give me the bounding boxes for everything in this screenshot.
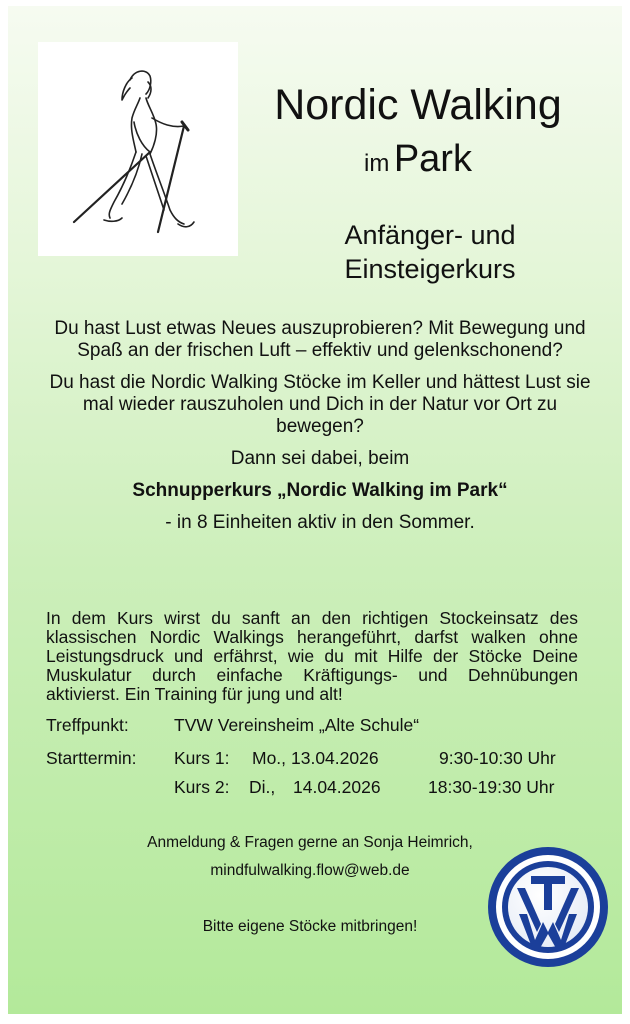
bring-poles-note: Bitte eigene Stöcke mitbringen! bbox=[202, 918, 418, 935]
course-2-name: Kurs 2: bbox=[174, 777, 230, 797]
course-1-time: 9:30-10:30 Uhr bbox=[439, 748, 556, 768]
start-date-label: Starttermin: bbox=[46, 748, 137, 768]
contact-email: mindfulwalking.flow@web.de bbox=[210, 862, 410, 879]
course-2-day: Di., bbox=[249, 777, 276, 797]
course-type-line2: Einsteigerkurs bbox=[344, 254, 516, 284]
poster-subtitle bbox=[248, 134, 588, 192]
subtitle-prefix: im bbox=[364, 150, 390, 177]
intro-text bbox=[40, 318, 600, 534]
course-description: In dem Kurs wirst du sanft an den richtigen Stockeinsatz des klassischen Nordic Walkings herangeführt, darfst walken ohne Leistungsdruck und erfährst, wie du mit Hilfe der Stöcke Deine Muskulatur durch einfache Kräftigungs- und Dehnübungen aktivierst. Ein Training für jung und alt! bbox=[46, 608, 578, 704]
nordic-walker-illustration bbox=[38, 42, 238, 256]
course-type bbox=[300, 218, 560, 286]
course-1-date: 13.04.2026 bbox=[291, 748, 379, 768]
intro-paragraph-2: Du hast die Nordic Walking Stöcke im Keller und hättest Lust sie mal wieder rauszuholen und Dich in der Natur vor Ort zu bewegen? bbox=[49, 372, 591, 437]
course-2-date: 14.04.2026 bbox=[293, 777, 381, 797]
course-name-headline: Schnupperkurs „Nordic Walking im Park“ bbox=[132, 480, 508, 501]
course-type-line1: Anfänger- und bbox=[344, 220, 516, 250]
subtitle-main: Park bbox=[393, 138, 472, 180]
course-1-day: Mo., bbox=[252, 748, 287, 768]
course-2-time: 18:30-19:30 Uhr bbox=[428, 777, 555, 797]
course-1-name: Kurs 1: bbox=[174, 748, 230, 768]
intro-paragraph-3: Dann sei dabei, beim bbox=[230, 448, 410, 469]
contact-text: Anmeldung & Fragen gerne an Sonja Heimrich, bbox=[147, 834, 473, 851]
poster-title: Nordic Walking bbox=[274, 81, 562, 129]
tvw-logo bbox=[483, 842, 613, 972]
meeting-point-label: Treffpunkt: bbox=[46, 715, 129, 735]
meeting-point-value: TVW Vereinsheim „Alte Schule“ bbox=[174, 715, 420, 735]
intro-paragraph-1: Du hast Lust etwas Neues auszuprobieren? Mit Bewegung und Spaß an der frischen Luft – effektiv und gelenkschonend? bbox=[54, 318, 586, 361]
intro-paragraph-5: - in 8 Einheiten aktiv in den Sommer. bbox=[165, 512, 475, 533]
